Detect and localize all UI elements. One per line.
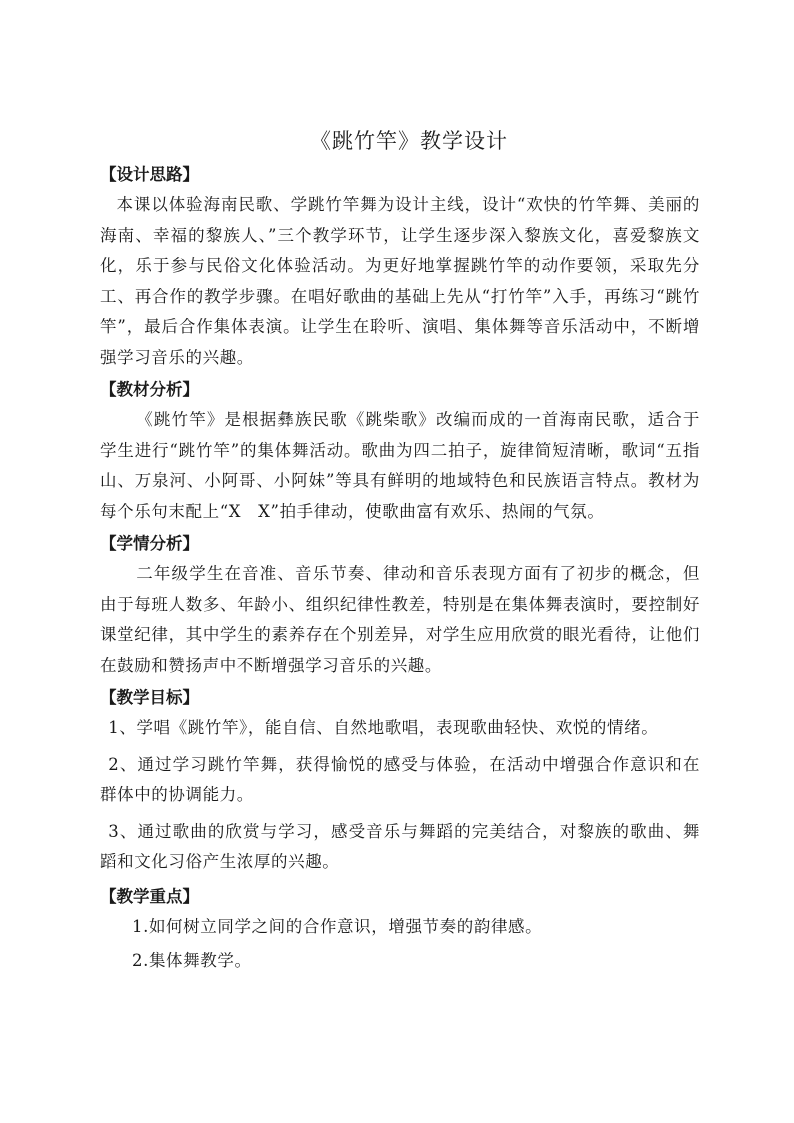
goal-item: 1、学唱《跳竹竿》，能自信、自然地歌唱，表现歌曲轻快、欢悦的情绪。 <box>108 718 659 737</box>
section-heading: 【教学目标】 <box>100 688 199 707</box>
section-material-analysis <box>100 377 700 527</box>
goal-item: 3、通过歌曲的欣赏与学习，感受音乐与舞蹈的完美结合，对黎族的歌曲、舞蹈和文化习俗产生浓厚的兴趣。 <box>100 821 700 871</box>
section-teaching-keys <box>100 884 700 977</box>
document-title: 《跳竹竿》教学设计 <box>310 129 508 153</box>
section-paragraph: 本课以体验海南民歌、学跳竹竿舞为设计主线，设计“欢快的竹竿舞、美丽的海南、幸福的黎族人、”三个教学环节，让学生逐步深入黎族文化，喜爱黎族文化，乐于参与民俗文化体验活动。为更好地掌握跳竹竿的动作要领，采取先分工、再合作的教学步骤。在唱好歌曲的基础上先从“打竹竿”入手，再练习“跳竹竿”，最后合作集体表演。让学生在聆听、演唱、集体舞等音乐活动中，不断增强学习音乐的兴趣。 <box>100 195 700 367</box>
document-page <box>100 124 700 981</box>
section-design-idea <box>100 162 700 373</box>
section-heading: 【教材分析】 <box>100 380 199 399</box>
section-student-analysis <box>100 531 700 681</box>
section-heading: 【学情分析】 <box>100 534 199 553</box>
section-heading: 【设计思路】 <box>100 165 199 184</box>
section-heading: 【教学重点】 <box>100 886 199 906</box>
section-teaching-goals <box>100 685 700 878</box>
key-item: 2.集体舞教学。 <box>132 951 252 970</box>
key-item: 1.如何树立同学之间的合作意识，增强节奏的韵律感。 <box>132 916 543 936</box>
section-paragraph: 《跳竹竿》是根据彝族民歌《跳柴歌》改编而成的一首海南民歌，适合于学生进行“跳竹竿”的集体舞活动。歌曲为四二拍子，旋律简短清晰，歌词“五指山、万泉河、小阿哥、小阿妹”等具有鲜明的地域特色和民族语言特点。教材为每个乐句末配上“X X”拍手律动，使歌曲富有欢乐、热闹的气氛。 <box>100 410 700 521</box>
section-paragraph: 二年级学生在音准、音乐节奏、律动和音乐表现方面有了初步的概念，但由于每班人数多、年龄小、组织纪律性教差，特别是在集体舞表演时，要控制好课堂纪律，其中学生的素养存在个别差异，对学生应用欣赏的眼光看待，让他们在鼓励和赞扬声中不断增强学习音乐的兴趣。 <box>100 564 700 675</box>
goal-item: 2、通过学习跳竹竿舞，获得愉悦的感受与体验，在活动中增强合作意识和在群体中的协调能力。 <box>100 754 700 804</box>
